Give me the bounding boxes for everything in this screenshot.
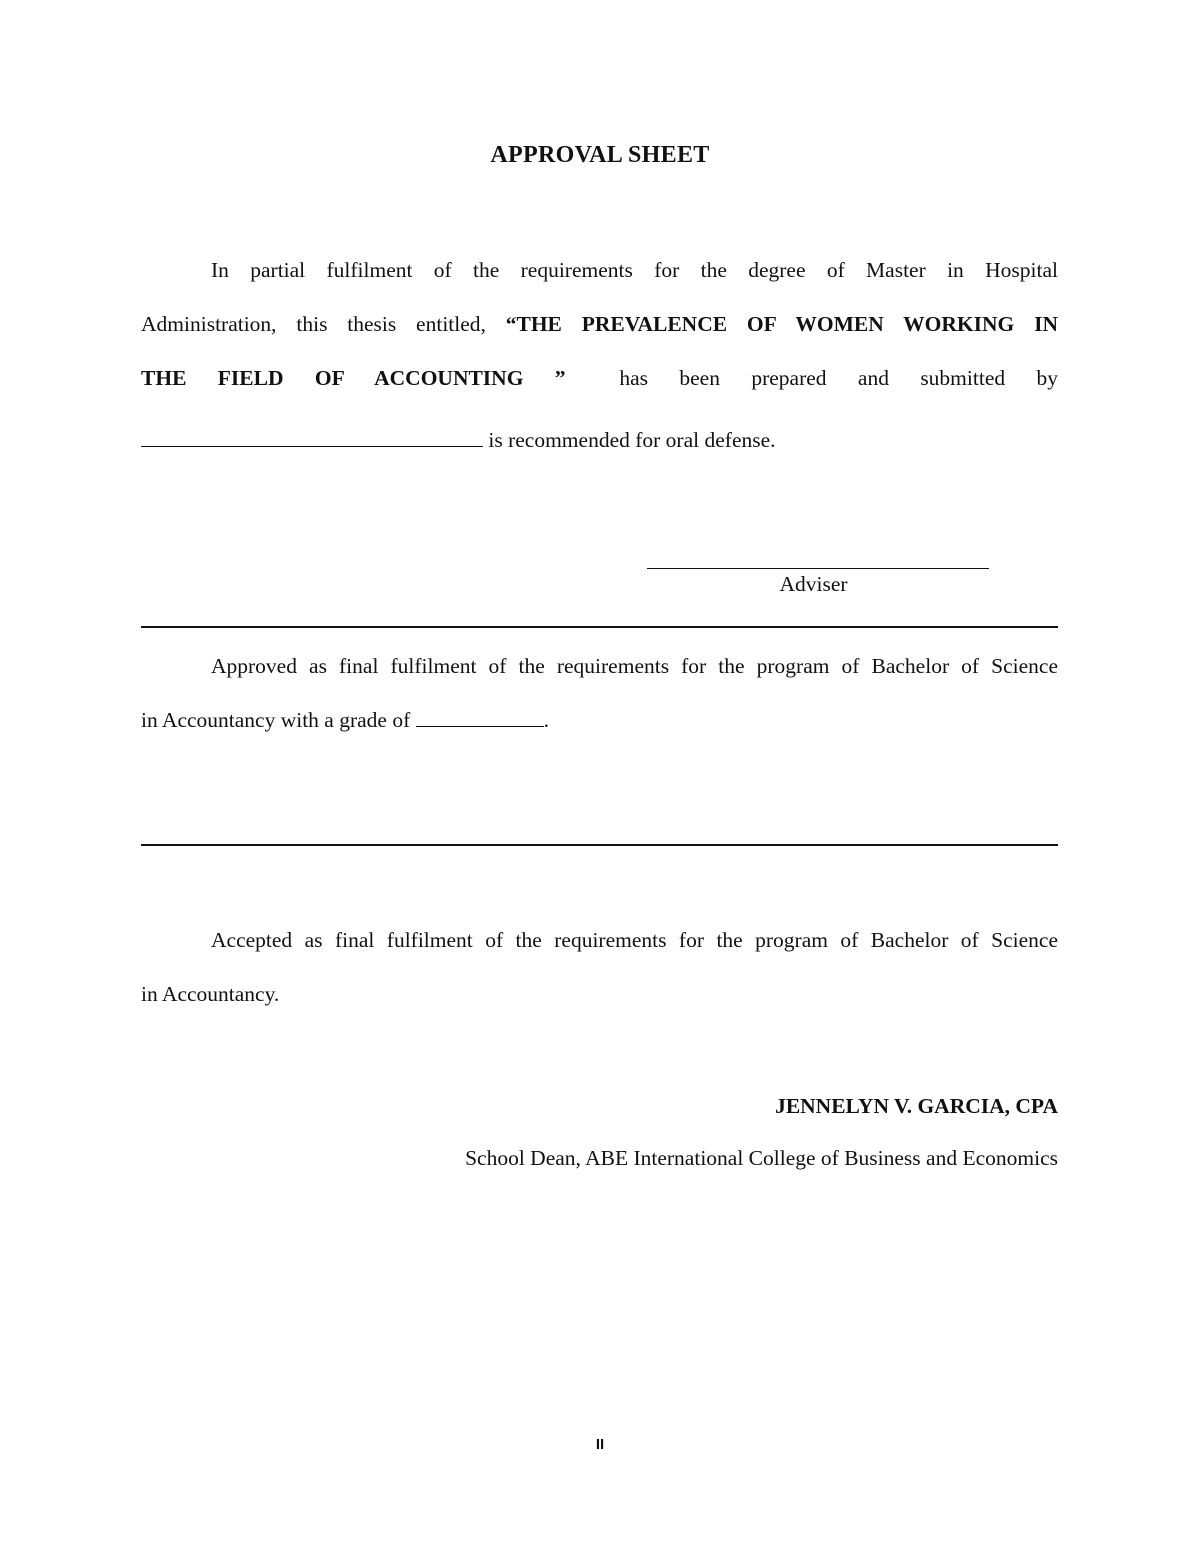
recommendation-line-1: In partial fulfilment of the requirements for the degree of Master in Hospital <box>211 258 1058 282</box>
dean-name: JENNELYN V. GARCIA, CPA <box>775 1094 1058 1118</box>
approval-line-1: Approved as final fulfilment of the requirements for the program of Bachelor of Science <box>211 654 1058 678</box>
recommendation-line-3-suffix: has been prepared and submitted by <box>619 366 1058 390</box>
page-title: APPROVAL SHEET <box>490 142 710 168</box>
approval-line-2 <box>141 708 1058 733</box>
submitter-name-blank[interactable] <box>141 445 483 447</box>
recommendation-line-3 <box>141 366 1058 391</box>
approval-line-2-prefix: in Accountancy with a grade of <box>141 708 416 732</box>
section-divider-2 <box>141 844 1058 846</box>
acceptance-line-1: Accepted as final fulfilment of the requirements for the program of Bachelor of Science <box>211 928 1058 952</box>
recommendation-line-2-prefix: Administration, this thesis entitled, <box>141 312 506 336</box>
page-number: II <box>595 1436 605 1453</box>
approval-line-2-suffix: . <box>543 708 550 732</box>
recommendation-line-4-suffix: is recommended for oral defense. <box>483 428 776 452</box>
adviser-label: Adviser <box>779 572 848 596</box>
grade-blank[interactable] <box>416 725 544 727</box>
adviser-signature-line[interactable] <box>647 568 989 569</box>
thesis-title-part-2: THE FIELD OF ACCOUNTING ” <box>141 366 566 390</box>
recommendation-line-2 <box>141 312 1058 337</box>
thesis-title-part-1: “THE PREVALENCE OF WOMEN WORKING IN <box>505 312 1058 336</box>
section-divider-1 <box>141 626 1058 628</box>
recommendation-line-4 <box>141 428 1058 453</box>
acceptance-line-2: in Accountancy. <box>141 982 280 1006</box>
dean-title: School Dean, ABE International College of Business and Economics <box>465 1146 1058 1170</box>
